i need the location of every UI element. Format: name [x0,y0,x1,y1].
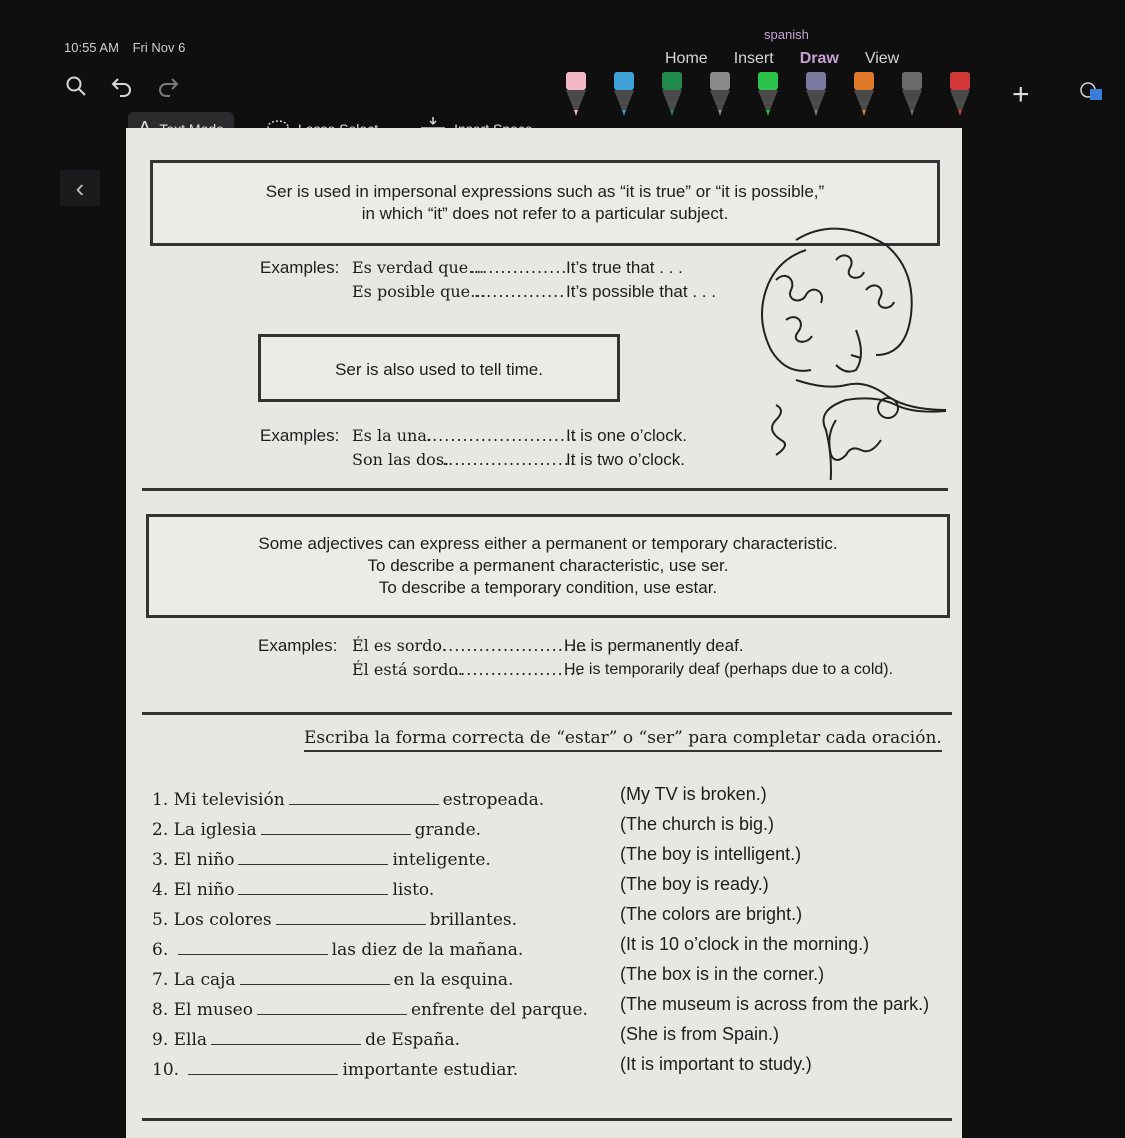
item-subject: Ella [173,1030,208,1050]
item-predicate: de España. [365,1030,461,1050]
example-es: Es la una. [352,426,432,445]
answer-blank[interactable] [238,878,388,895]
item-translation: (The colors are bright.) [620,904,803,924]
item-predicate: grande. [414,820,482,840]
pen-tray [560,70,976,118]
examples-time [260,424,760,484]
item-translation: (It is 10 o’clock in the morning.) [620,934,870,954]
answer-blank[interactable] [276,908,426,925]
box3-line1: Some adjectives can express either a permanent or temporary characteristic. [258,534,838,553]
item-translation: (The box is in the corner.) [620,964,825,984]
exercise-item [152,1028,460,1050]
status-date: Fri Nov 6 [132,40,186,55]
status-time: 10:55 AM [64,40,119,55]
highlighter-pen-icon[interactable] [560,70,592,118]
tell-time-box [258,334,620,402]
item-number: 10. [152,1060,180,1080]
example-en: It’s possible that . . . [566,282,716,301]
menu-view[interactable]: View [864,50,900,67]
item-translation: (It is important to study.) [620,1054,812,1074]
menu-home[interactable]: Home [665,50,708,67]
divider-rule [142,488,948,491]
example-es: Él está sordo. [352,660,463,679]
menu-insert[interactable]: Insert [733,50,774,67]
undo-icon[interactable] [108,72,136,100]
redo-icon[interactable] [154,72,182,100]
example-dots: ......................... [436,636,589,655]
answer-blank[interactable] [178,938,328,955]
answer-blank[interactable] [257,998,407,1015]
example-es: Él es sordo. [352,636,447,655]
item-number: 9. [152,1030,169,1050]
item-predicate: estropeada. [442,790,545,810]
example-en: He is permanently deaf. [564,636,744,655]
divider-rule [142,712,952,715]
top-icon-row [62,72,182,100]
examples-impersonal [260,256,760,316]
pen-icon[interactable] [752,70,784,118]
item-translation: (The boy is intelligent.) [620,844,802,864]
examples-label: Examples: [258,636,338,655]
example-en: It’s true that . . . [566,258,683,277]
pen-icon[interactable] [704,70,736,118]
item-number: 4. [152,880,169,900]
item-number: 1. [152,790,169,810]
item-predicate: importante estudiar. [342,1060,519,1080]
exercise-item [152,998,588,1020]
answer-blank[interactable] [211,1028,361,1045]
item-subject: Mi televisión [173,790,285,810]
pen-icon[interactable] [896,70,928,118]
examples-label: Examples: [260,258,340,277]
box3-line2: To describe a permanent characteristic, use ser. [367,556,729,575]
exercise-item [152,938,523,960]
item-subject: El niño [173,850,235,870]
exercise-item [152,878,434,900]
adjectives-box [146,514,950,618]
item-number: 6. [152,940,169,960]
examples-deaf [258,634,958,694]
box2-text: Ser is also used to tell time. [335,360,543,379]
box1-line2: in which “it” does not refer to a particular subject. [361,204,729,223]
cartoon-woman-checking-watch-illustration [736,220,946,485]
item-subject: La caja [173,970,236,990]
pen-icon[interactable] [656,70,688,118]
exercise-item [152,908,517,930]
example-en: It is one o’clock. [566,426,687,445]
answer-blank[interactable] [188,1058,338,1075]
answer-blank[interactable] [289,788,439,805]
pen-icon[interactable] [608,70,640,118]
item-number: 5. [152,910,169,930]
example-es: Son las dos. [352,450,450,469]
item-predicate: las diez de la mañana. [331,940,524,960]
worksheet-page [126,128,962,1138]
box3-line3: To describe a temporary condition, use estar. [378,578,718,597]
item-number: 7. [152,970,169,990]
item-predicate: brillantes. [429,910,518,930]
add-pen-icon[interactable]: + [1012,78,1030,111]
status-bar [64,40,195,55]
item-subject: La iglesia [173,820,257,840]
document-title: spanish [764,27,809,42]
item-number: 2. [152,820,169,840]
item-translation: (The church is big.) [620,814,775,834]
search-icon[interactable] [62,72,90,100]
exercise-instruction: Escriba la forma correcta de “estar” o “ser” para completar cada oración. [304,728,942,752]
example-es: Es posible que… [352,282,487,301]
item-predicate: inteligente. [392,850,491,870]
item-predicate: enfrente del parque. [410,1000,588,1020]
exercise-item [152,788,544,810]
item-translation: (She is from Spain.) [620,1024,780,1044]
exercise-item [152,848,491,870]
examples-label: Examples: [260,426,340,445]
pen-icon[interactable] [848,70,880,118]
answer-blank[interactable] [240,968,390,985]
answer-blank[interactable] [238,848,388,865]
box1-line1: Ser is used in impersonal expressions such as “it is true” or “it is possible,” [265,182,825,201]
item-subject: El niño [173,880,235,900]
bottom-rule [142,1118,952,1121]
item-predicate: listo. [392,880,435,900]
item-translation: (My TV is broken.) [620,784,767,804]
item-number: 8. [152,1000,169,1020]
item-subject: El museo [173,1000,253,1020]
example-es: Es verdad que… [352,258,485,277]
pen-icon[interactable] [944,70,976,118]
example-en: It is two o’clock. [566,450,686,469]
exercise-item [152,818,481,840]
item-number: 3. [152,850,169,870]
item-translation: (The boy is ready.) [620,874,769,894]
pen-icon[interactable] [800,70,832,118]
item-predicate: en la esquina. [393,970,514,990]
example-dots: ................ [470,258,568,277]
shapes-icon[interactable] [1078,80,1106,109]
exercise-item [152,968,513,990]
answer-blank[interactable] [261,818,411,835]
example-en: He is temporarily deaf (perhaps due to a cold). [564,661,894,678]
example-dots: ......................... [426,426,579,445]
menu-draw[interactable]: Draw [799,50,839,67]
item-subject: Los colores [173,910,272,930]
back-chevron-icon[interactable]: ‹ [60,170,100,206]
example-dots: ....................... [436,450,576,469]
example-dots: ...................... [448,660,582,679]
example-dots: ............... [474,282,566,301]
menu-bar [665,50,899,68]
item-translation: (The museum is across from the park.) [620,994,930,1014]
exercise-item [152,1058,518,1080]
